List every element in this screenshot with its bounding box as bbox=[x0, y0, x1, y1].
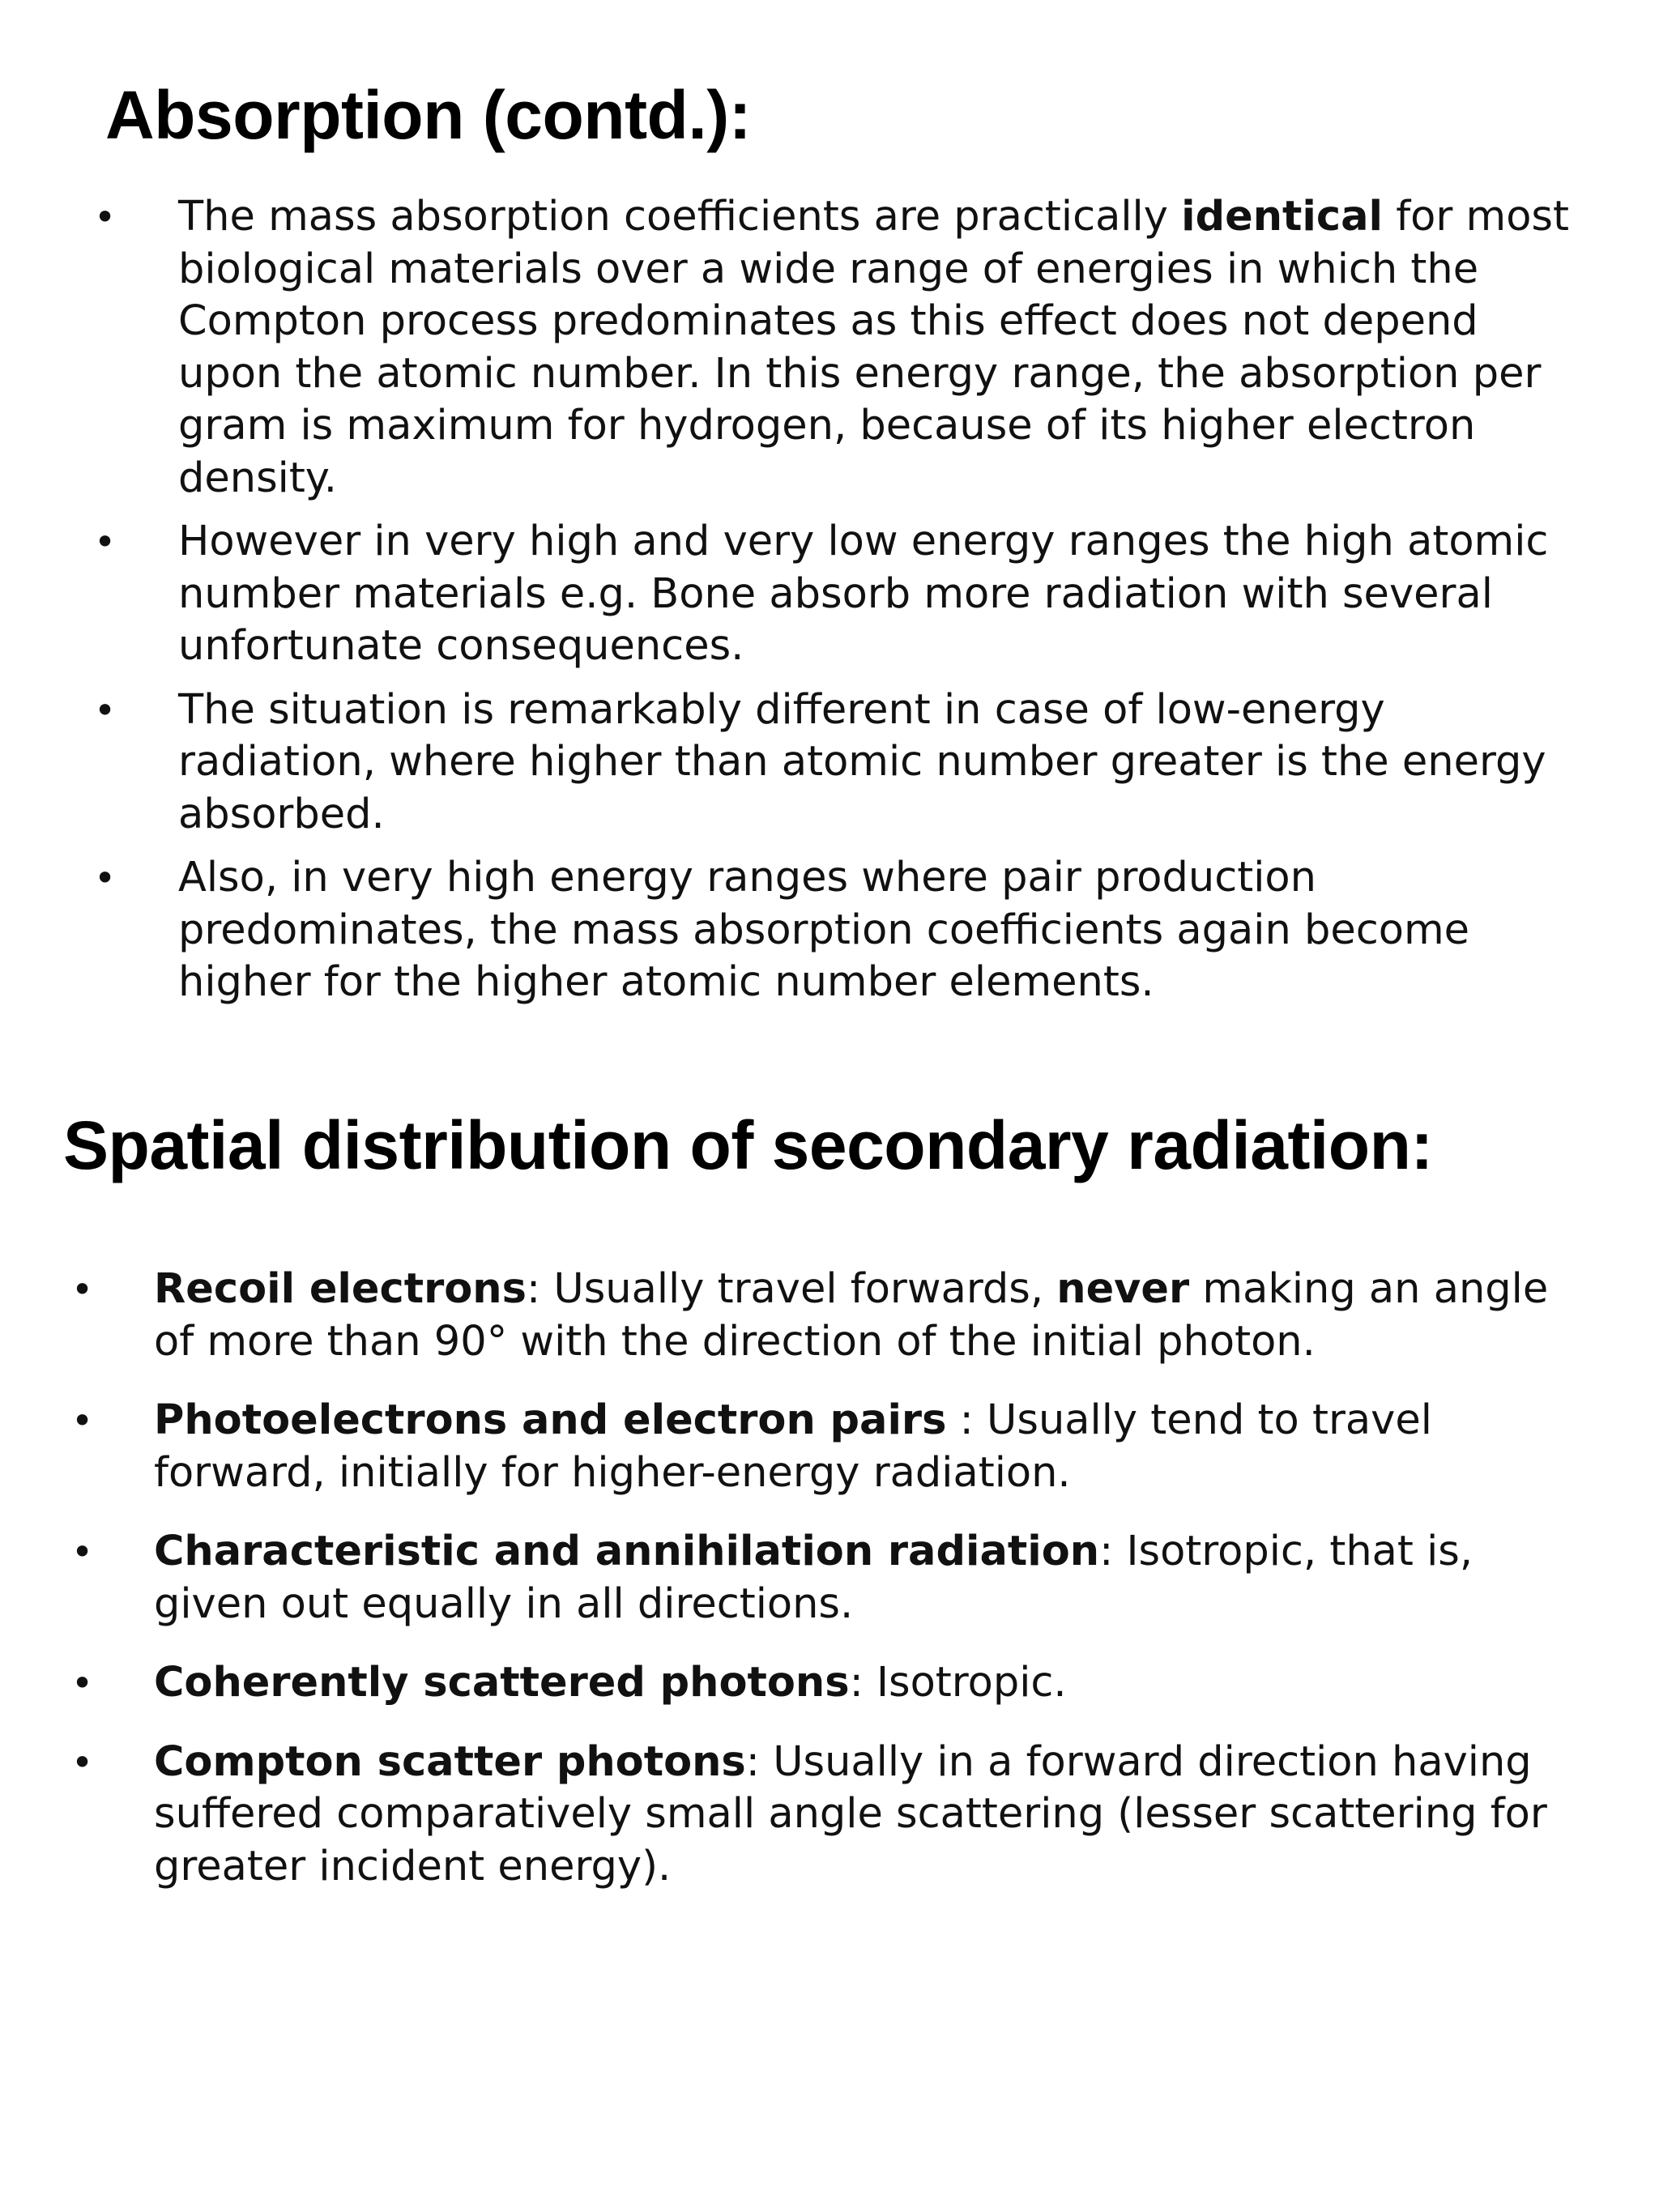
item-text: Photoelectrons and electron pairs : Usually tend to travel forward, initially for higher-energy radiation. bbox=[154, 1396, 1432, 1497]
item-text: The situation is remarkably different in case of low-energy radiation, where higher than atomic number greater is the energy absorbed. bbox=[178, 685, 1546, 838]
item-text: However in very high and very low energy ranges the high atomic number materials e.g. Bone absorb more radiation with several unfortunate consequences. bbox=[178, 518, 1549, 670]
item-text: Characteristic and annihilation radiation: Isotropic, that is, given out equally in all directions. bbox=[154, 1528, 1473, 1628]
bullet-icon: • bbox=[94, 195, 117, 239]
bullet-icon: • bbox=[94, 520, 117, 564]
list-item bbox=[63, 1526, 1586, 1630]
item-text: Recoil electrons: Usually travel forwards, never making an angle of more than 90° with the direction of the initial photon. bbox=[154, 1265, 1549, 1366]
bullet-icon: • bbox=[71, 1661, 94, 1705]
item-text: Coherently scattered photons: Isotropic. bbox=[154, 1659, 1067, 1707]
list-item bbox=[63, 1395, 1586, 1499]
absorption-bullet-list bbox=[89, 191, 1580, 1021]
bullet-icon: • bbox=[94, 688, 117, 732]
list-item bbox=[89, 684, 1580, 842]
bullet-icon: • bbox=[71, 1740, 94, 1784]
list-item bbox=[89, 852, 1580, 1009]
bullet-icon: • bbox=[71, 1268, 94, 1311]
section-title-spatial-distribution: Spatial distribution of secondary radiation: bbox=[63, 1107, 1433, 1183]
item-text: Compton scatter photons: Usually in a forward direction having suffered comparatively small angle scattering (lesser scattering for greater incident energy). bbox=[154, 1737, 1547, 1890]
bullet-icon: • bbox=[71, 1530, 94, 1574]
list-item bbox=[63, 1737, 1586, 1894]
spatial-distribution-bullet-list bbox=[63, 1264, 1586, 1920]
bullet-icon: • bbox=[71, 1399, 94, 1443]
list-item bbox=[63, 1264, 1586, 1368]
item-text: The mass absorption coefficients are practically identical for most biological materials over a wide range of energies in which the Compton process predominates as this effect does not depend upon the atomic number. In this energy range, the absorption per gram is maximum for hydrogen, because of its higher electron density. bbox=[178, 193, 1569, 502]
list-item bbox=[89, 516, 1580, 673]
bullet-icon: • bbox=[94, 856, 117, 900]
section-title-absorption: Absorption (contd.): bbox=[105, 77, 752, 153]
item-text: Also, in very high energy ranges where pair production predominates, the mass absorption coefficients again become higher for the higher atomic number elements. bbox=[178, 854, 1470, 1006]
list-item bbox=[63, 1657, 1586, 1710]
list-item bbox=[89, 191, 1580, 505]
